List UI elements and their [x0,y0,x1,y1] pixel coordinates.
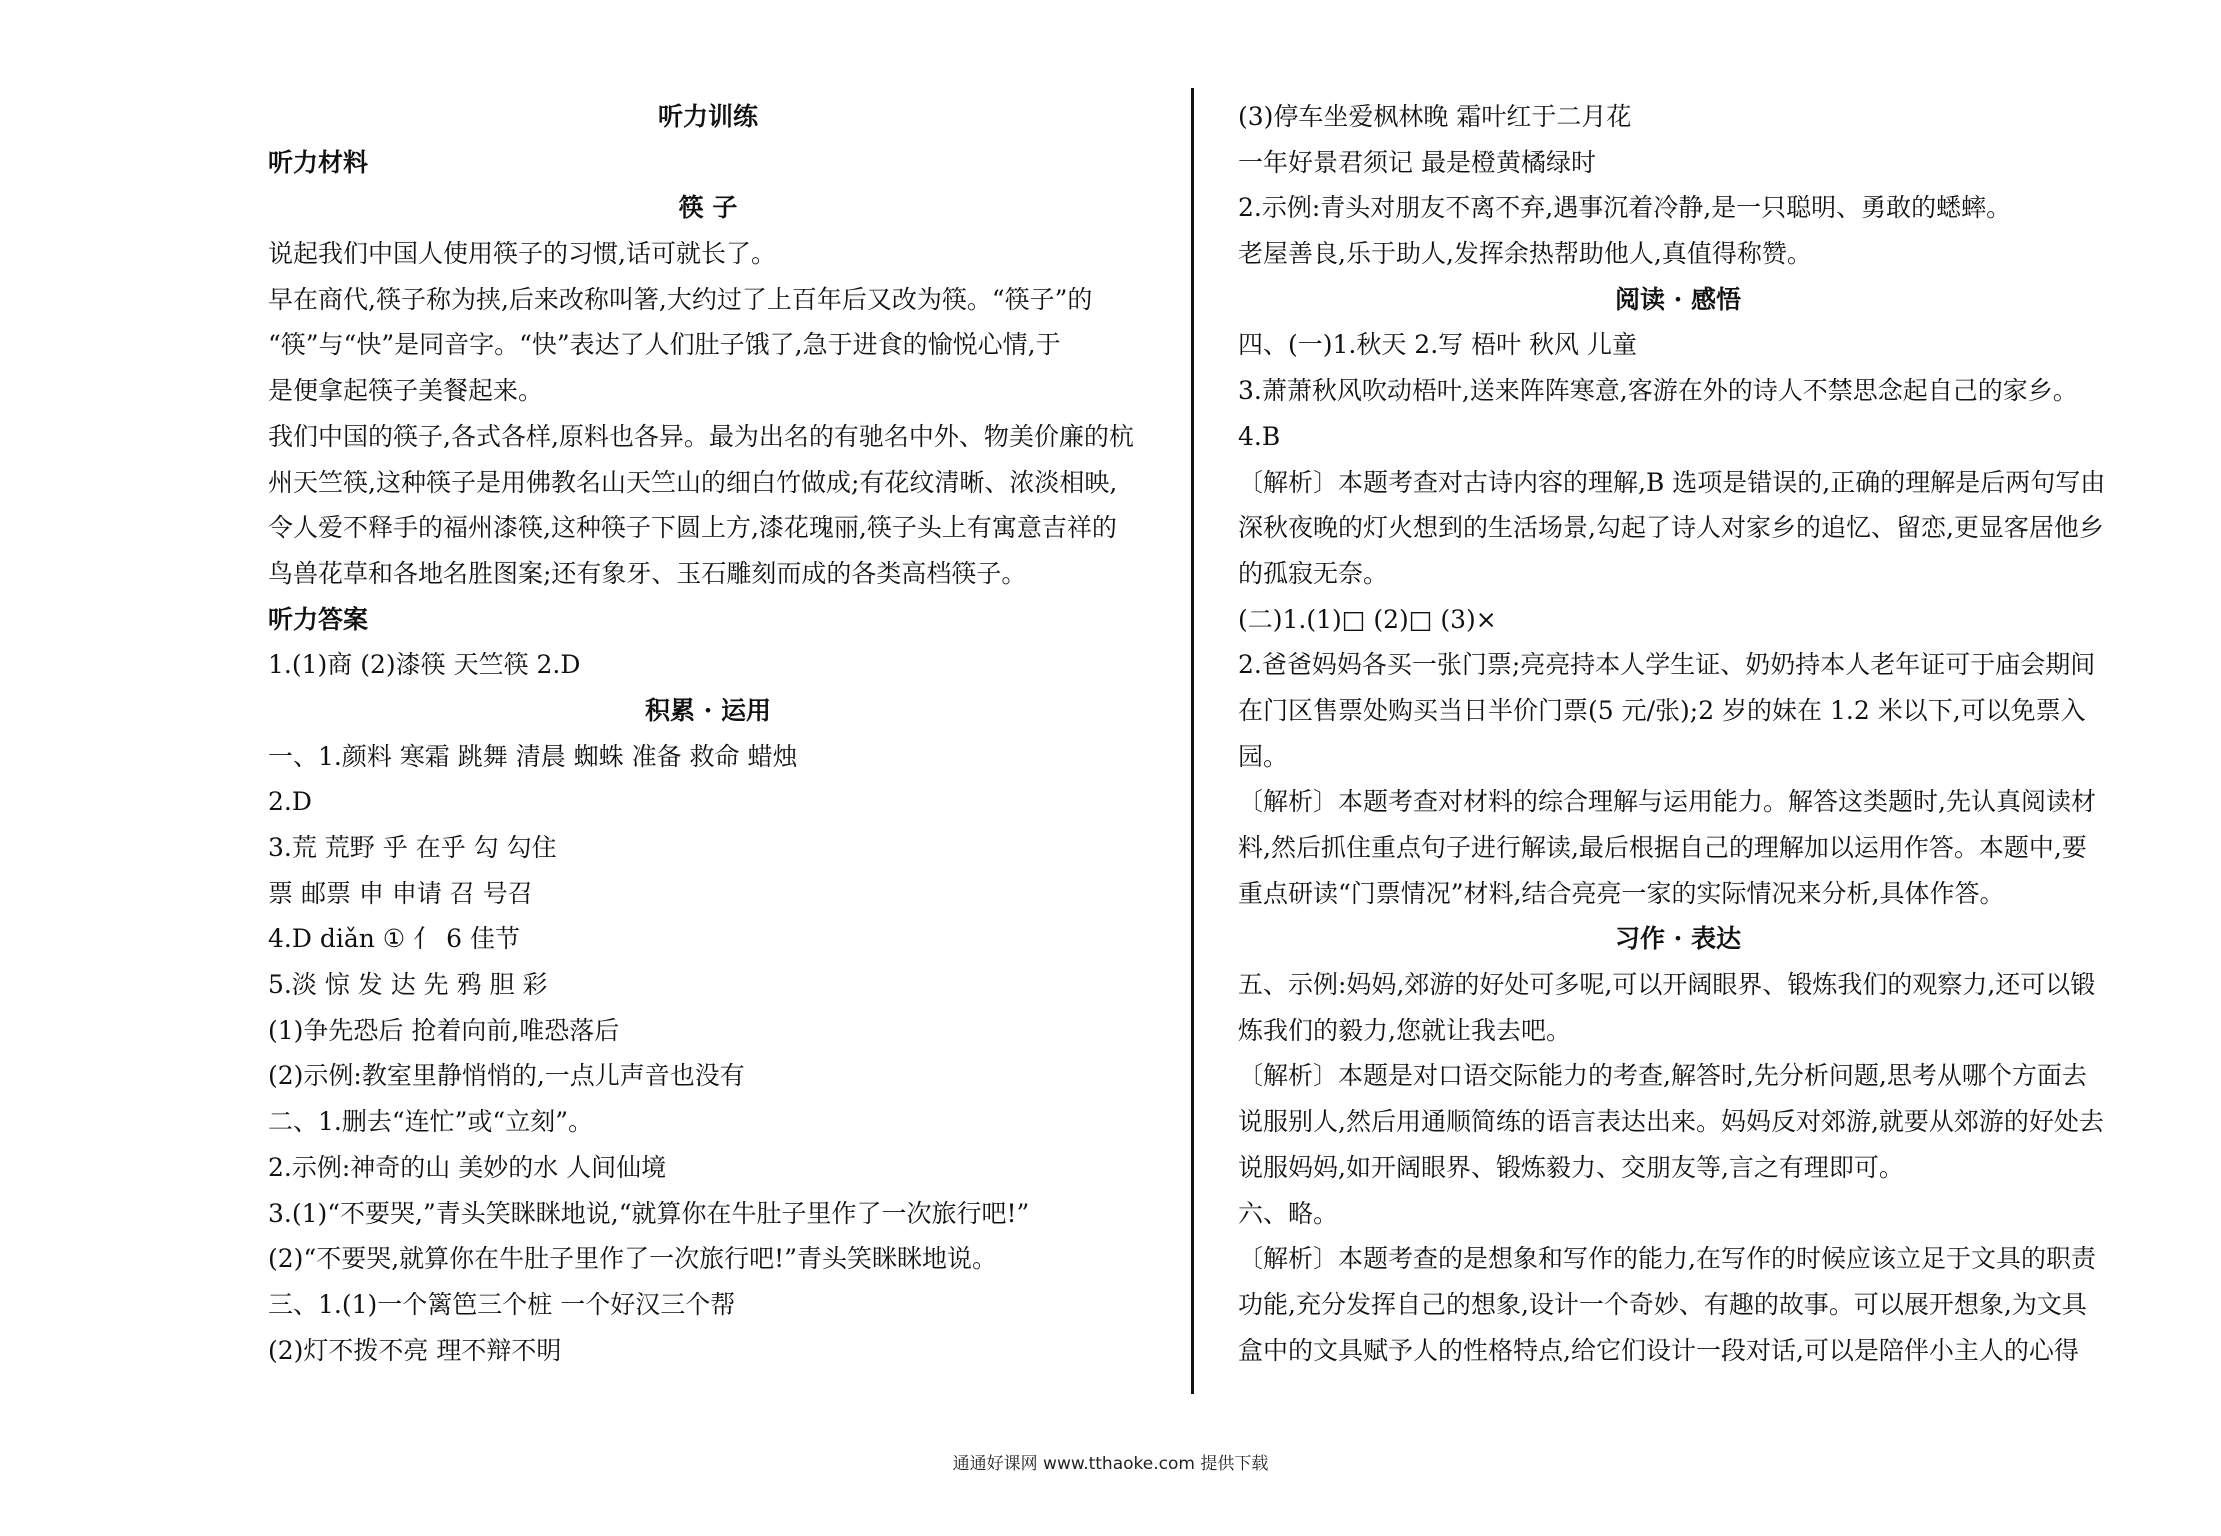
text-line: 2.示例:青头对朋友不离不弃,遇事沉着冷静,是一只聪明、勇敢的蟋蟀。 [1238,193,2012,223]
text-line: 2.示例:神奇的山 美妙的水 人间仙境 [268,1152,667,1182]
text-line: 〔解析〕本题考查对古诗内容的理解,B 选项是错误的,正确的理解是后两句写由 [1238,467,2106,497]
text-line: 听力答案 [268,604,369,634]
text-line: 〔解析〕本题是对口语交际能力的考查,解答时,先分析问题,思考从哪个方面去 [1238,1061,2087,1091]
text-line: 四、(一)1.秋天 2.写 梧叶 秋风 儿童 [1238,330,1638,360]
text-line: 4.D diǎn ① 亻 6 佳节 [268,924,520,954]
section-heading: 听力训练 [657,102,758,131]
footer-source: 通通好课网 www.tthaoke.com 提供下载 [952,1454,1269,1474]
text-line: 4.B [1238,421,1281,451]
text-line: 令人爱不释手的福州漆筷,这种筷子下圆上方,漆花瑰丽,筷子头上有寓意吉祥的 [268,513,1117,543]
text-line: 2.D [268,787,312,817]
text-line: 三、1.(1)一个篱笆三个桩 一个好汉三个帮 [268,1289,736,1319]
text-line: 功能,充分发挥自己的想象,设计一个奇妙、有趣的故事。可以展开想象,为文具 [1238,1289,2087,1319]
section-heading: 阅读 · 感悟 [1614,284,1742,314]
text-line: 1.(1)商 (2)漆筷 天竺筷 2.D [268,650,581,680]
text-line: 深秋夜晚的灯火想到的生活场景,勾起了诗人对家乡的追忆、留恋,更显客居他乡 [1238,513,2104,543]
text-line: 5.淡 惊 发 达 先 鸦 胆 彩 [268,970,548,1000]
text-line: 2.爸爸妈妈各买一张门票;亮亮持本人学生证、奶奶持本人老年证可于庙会期间 [1238,650,2096,680]
text-line: 听力材料 [268,147,369,177]
text-line: 鸟兽花草和各地名胜图案;还有象牙、玉石雕刻而成的各类高档筷子。 [268,558,1027,588]
text-line: 六、略。 [1238,1198,1339,1228]
text-line: 五、示例:妈妈,郊游的好处可多呢,可以开阔眼界、锻炼我们的观察力,还可以锻 [1238,970,2096,1000]
text-line: 早在商代,筷子称为挟,后来改称叫箸,大约过了上百年后又改为筷。“筷子”的 [268,284,1093,314]
text-line: 〔解析〕本题考查对材料的综合理解与运用能力。解答这类题时,先认真阅读材 [1238,787,2096,817]
text-line: 州天竺筷,这种筷子是用佛教名山天竺山的细白竹做成;有花纹清晰、浓淡相映, [268,467,1118,497]
text-line: 3.(1)“不要哭,”青头笑眯眯地说,“就算你在牛肚子里作了一次旅行吧!” [268,1198,1030,1228]
text-line: 重点研读“门票情况”材料,结合亮亮一家的实际情况来分析,具体作答。 [1238,878,2005,908]
text-line: 〔解析〕本题考查的是想象和写作的能力,在写作的时候应该立足于文具的职责 [1238,1244,2096,1274]
section-heading: 积累 · 运用 [644,695,772,725]
text-line: 说服别人,然后用通顺简练的语言表达出来。妈妈反对郊游,就要从郊游的好处去 [1238,1107,2104,1137]
text-line: “筷”与“快”是同音字。“快”表达了人们肚子饿了,急于进食的愉悦心情,于 [268,330,1061,360]
text-line: (3)停车坐爱枫林晚 霜叶红于二月花 [1238,102,1632,131]
text-line: 3.荒 荒野 乎 在乎 勾 勾住 [268,833,557,862]
text-line: 老屋善良,乐于助人,发挥余热帮助他人,真值得称赞。 [1238,239,1812,269]
text-line: 说服妈妈,如开阔眼界、锻炼毅力、交朋友等,言之有理即可。 [1238,1152,1904,1182]
left-column [268,94,1148,1373]
text-line: 园。 [1238,741,1289,771]
text-line: 二、1.删去“连忙”或“立刻”。 [268,1107,593,1137]
text-line: 的孤寂无奈。 [1238,558,1389,588]
right-column [1238,94,2118,1373]
text-line: (2)“不要哭,就算你在牛肚子里作了一次旅行吧!”青头笑眯眯地说。 [268,1244,997,1274]
text-line: 炼我们的毅力,您就让我去吧。 [1238,1015,1571,1045]
section-heading: 筷 子 [678,193,738,223]
text-line: 是便拿起筷子美餐起来。 [268,376,544,406]
text-line: 我们中国的筷子,各式各样,原料也各异。最为出名的有驰名中外、物美价廉的杭 [268,421,1134,451]
text-line: 说起我们中国人使用筷子的习惯,话可就长了。 [268,239,776,269]
text-line: 在门区售票处购买当日半价门票(5 元/张);2 岁的妹在 1.2 米以下,可以免票入 [1238,695,2086,725]
text-line: (2)示例:教室里静悄悄的,一点儿声音也没有 [268,1061,745,1091]
text-line: 盒中的文具赋予人的性格特点,给它们设计一段对话,可以是陪伴小主人的心得 [1238,1335,2079,1365]
text-line: 3.萧萧秋风吹动梧叶,送来阵阵寒意,客游在外的诗人不禁思念起自己的家乡。 [1238,376,2078,406]
text-line: (2)灯不拨不亮 理不辩不明 [268,1335,562,1365]
column-divider [1191,88,1194,1394]
section-heading: 习作 · 表达 [1614,924,1742,954]
text-line: 料,然后抓住重点句子进行解读,最后根据自己的理解加以运用作答。本题中,要 [1238,833,2087,862]
text-line: (二)1.(1)□ (2)□ (3)× [1238,604,1497,634]
text-line: 一年好景君须记 最是橙黄橘绿时 [1238,147,1596,177]
text-line: 票 邮票 申 申请 召 号召 [268,878,533,908]
text-line: (1)争先恐后 抢着向前,唯恐落后 [268,1015,620,1045]
text-line: 一、1.颜料 寒霜 跳舞 清晨 蜘蛛 准备 救命 蜡烛 [268,741,798,771]
